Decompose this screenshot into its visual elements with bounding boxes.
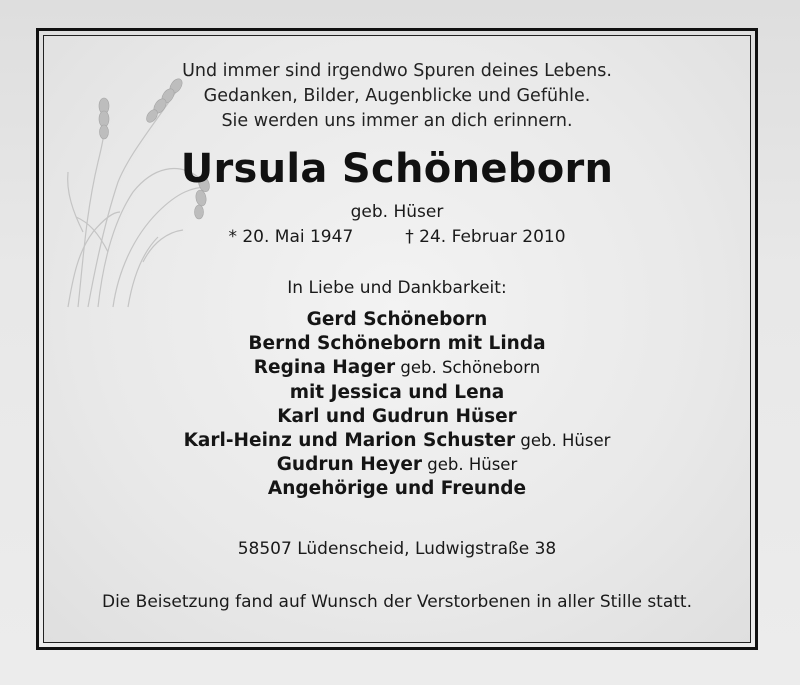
mourner-name: Karl-Heinz und Marion Schuster — [183, 430, 516, 452]
mourner-entry — [43, 477, 751, 501]
life-dates — [43, 225, 751, 249]
mourner-entry — [43, 356, 751, 380]
mourner-entry — [43, 453, 751, 477]
mourner-entry — [43, 332, 751, 356]
mourner-name: Gudrun Heyer — [276, 454, 423, 476]
poem-line-1: Und immer sind irgendwo Spuren deines Lebens. — [182, 61, 612, 81]
mourner-name: Regina Hager — [253, 357, 396, 379]
mourner-name: Angehörige und Freunde — [267, 478, 527, 500]
mourner-name: Bernd Schöneborn mit Linda — [248, 333, 546, 355]
mourner-name: Karl und Gudrun Hüser — [277, 405, 517, 427]
mourner-suffix: geb. Hüser — [422, 455, 518, 475]
poem-line-3: Sie werden uns immer an dich erinnern. — [221, 111, 573, 131]
maiden-name: geb. Hüser — [350, 202, 444, 222]
mourner-entry — [43, 429, 751, 453]
death-date: † 24. Februar 2010 — [405, 227, 566, 247]
address: 58507 Lüdenscheid, Ludwigstraße 38 — [237, 539, 557, 559]
funeral-note: Die Beisetzung fand auf Wunsch der Verstorbenen in aller Stille statt. — [101, 592, 692, 612]
mourner-entry — [43, 405, 751, 429]
poem — [43, 59, 751, 134]
birth-date: * 20. Mai 1947 — [228, 227, 354, 247]
mourner-entry — [43, 308, 751, 332]
mourners-intro: In Liebe und Dankbarkeit: — [287, 278, 507, 298]
mourner-suffix: geb. Schöneborn — [395, 358, 541, 378]
deceased-name: Ursula Schöneborn — [180, 146, 614, 192]
mourner-suffix: geb. Hüser — [515, 431, 611, 451]
mourner-entry — [43, 381, 751, 405]
mourners-list — [43, 308, 751, 502]
mourner-name: mit Jessica und Lena — [289, 381, 505, 403]
poem-line-2: Gedanken, Bilder, Augenblicke und Gefühle. — [203, 86, 591, 106]
mourner-name: Gerd Schöneborn — [306, 309, 488, 330]
